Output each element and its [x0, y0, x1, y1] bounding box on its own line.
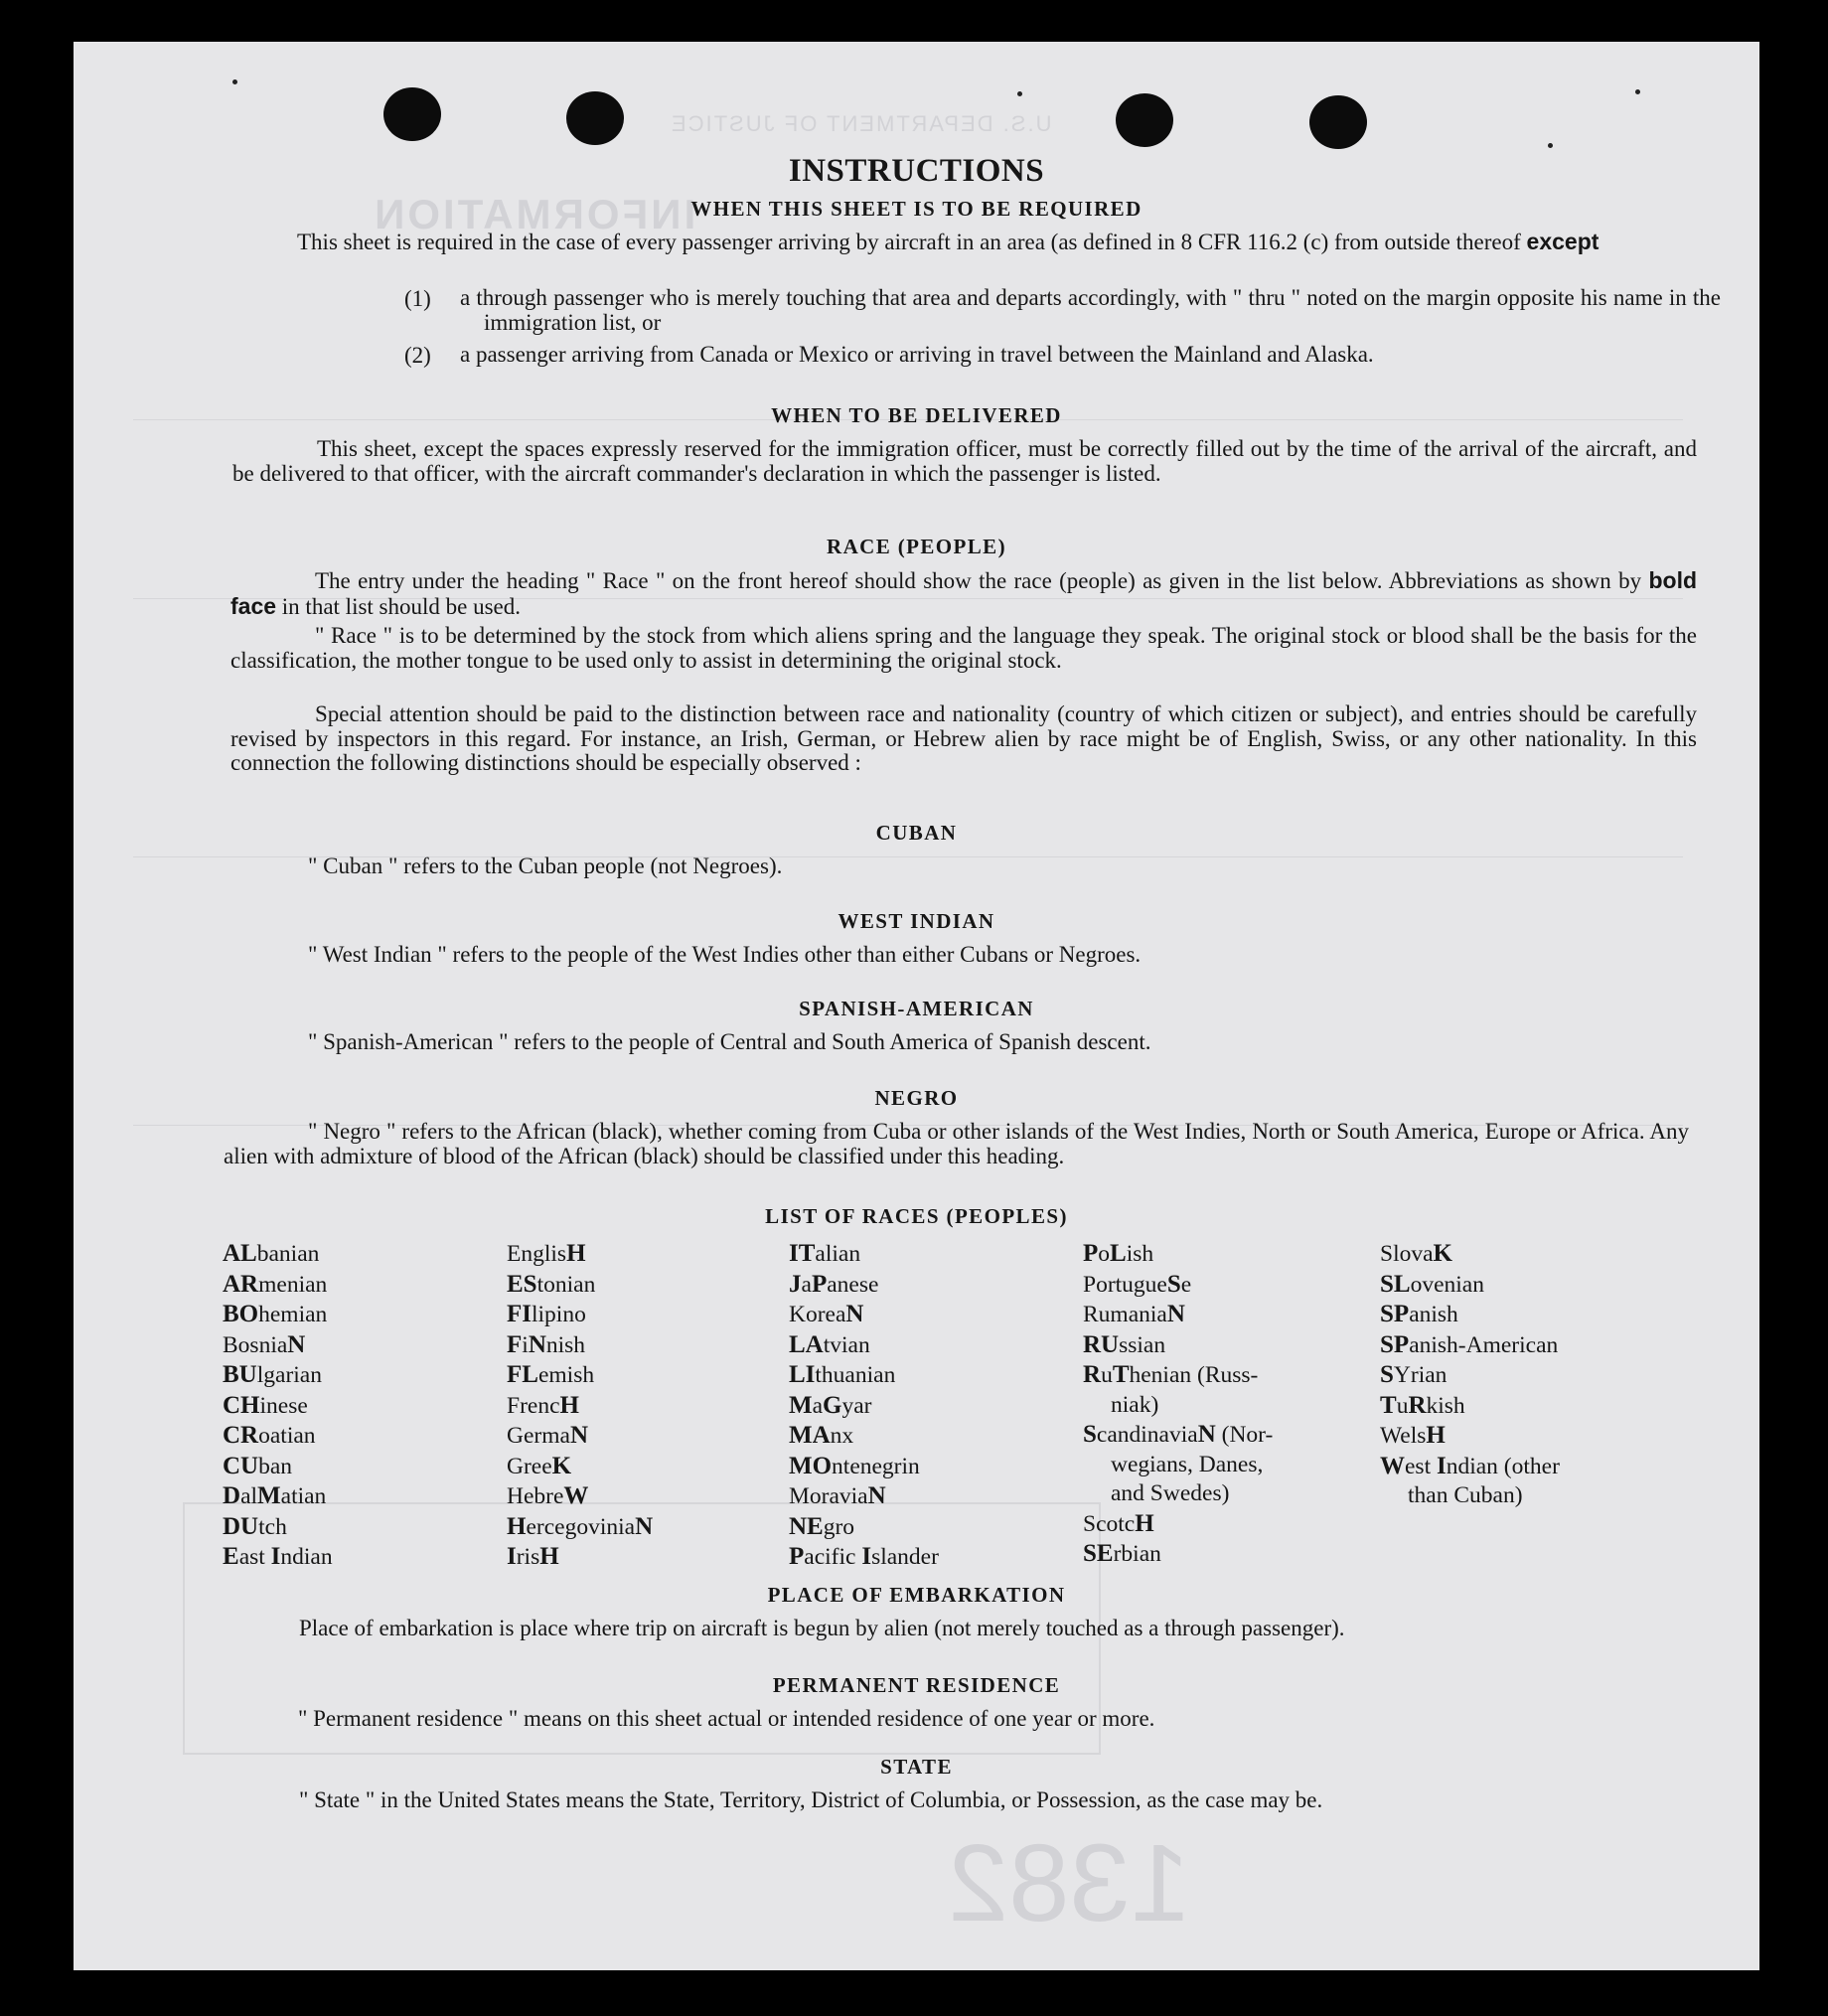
- races-column-1: [223, 1239, 511, 1573]
- heading-spanish-american: SPANISH-AMERICAN: [799, 997, 1034, 1020]
- race-paragraph-1: The entry under the heading " Race " on the front hereof should show the race (people) as given in the list below. Abbreviations as shown by bold face in that list should be used.: [230, 567, 1698, 619]
- race-entry: MoraviaN: [789, 1482, 886, 1509]
- race-entry: ScandinaviaN (Nor- wegians, Danes, and Swedes): [1083, 1421, 1274, 1506]
- heading-when-required: WHEN THIS SHEET IS TO BE REQUIRED: [690, 197, 1142, 221]
- race-entry: SErbian: [1083, 1540, 1161, 1567]
- race-entry: GermaN: [507, 1422, 588, 1449]
- race-entry: PortugueSe: [1083, 1270, 1192, 1298]
- race-entry: NEgro: [789, 1512, 855, 1540]
- heading-race: RACE (PEOPLE): [827, 535, 1006, 558]
- race-entry: FrencH: [507, 1391, 579, 1419]
- exception-2-number: (2): [404, 343, 431, 368]
- races-column-4: [1083, 1239, 1349, 1570]
- race-entry: EStonian: [507, 1270, 596, 1298]
- race-entry: HercegoviniaN: [507, 1512, 654, 1540]
- race-entry: KoreaN: [789, 1301, 864, 1327]
- race-entry: SlovaK: [1380, 1240, 1452, 1267]
- exception-2-text: a passenger arriving from Canada or Mexico or arriving in travel between the Mainland and Alaska.: [460, 342, 1374, 367]
- race-paragraph-2: " Race " is to be determined by the stock from which aliens spring and the language they speak. The original stock or blood shall be the basis for the classification, the mother tongue to be used only to assist in determining the original stock.: [230, 623, 1697, 673]
- page-title: INSTRUCTIONS: [788, 153, 1045, 189]
- race-entry: LAtvian: [789, 1330, 870, 1358]
- cuban-text: " Cuban " refers to the Cuban people (not Negroes).: [308, 853, 783, 878]
- race-entry: FLemish: [507, 1361, 595, 1388]
- when-delivered-text: This sheet, except the spaces expressly reserved for the immigration officer, must be correctly filled out by the time of the arrival of the aircraft, and be delivered to that officer, with the aircraft commander's declaration in which the passenger is listed.: [232, 436, 1697, 486]
- exception-1-text: a through passenger who is merely touching that area and departs accordingly, with " thru " noted on the margin opposite his name in the immigration list, or: [460, 285, 1721, 335]
- heading-permanent-residence: PERMANENT RESIDENCE: [772, 1673, 1061, 1697]
- race-entry: West Indian (other than Cuban): [1380, 1452, 1560, 1508]
- race-entry: EnglisH: [507, 1240, 586, 1267]
- state-text: " State " in the United States means the State, Territory, District of Columbia, or Possession, as the case may be.: [299, 1787, 1323, 1812]
- heading-list-of-races: LIST OF RACES (PEOPLES): [765, 1204, 1068, 1228]
- race-entry: CUban: [223, 1452, 293, 1479]
- race-entry: East Indian: [223, 1543, 333, 1570]
- race-entry: LIthuanian: [789, 1361, 896, 1388]
- instruction-sheet: [74, 42, 1759, 1970]
- race-entry: BUlgarian: [223, 1361, 322, 1388]
- race-entry: ARmenian: [223, 1270, 328, 1298]
- race-entry: RumaniaN: [1083, 1301, 1185, 1327]
- heading-west-indian: WEST INDIAN: [838, 909, 995, 933]
- race-entry: CHinese: [223, 1391, 308, 1419]
- race-entry: SYrian: [1380, 1361, 1447, 1388]
- race-entry: IrisH: [507, 1543, 559, 1570]
- race-entry: SPanish-American: [1380, 1330, 1559, 1358]
- negro-text: " Negro " refers to the African (black), whether coming from Cuba or other islands of the West Indies, North or South America, Europe or Africa. Any alien with admixture of blood of the African (black) should be classified under this heading.: [224, 1119, 1689, 1168]
- spanish-american-text: " Spanish-American " refers to the people of Central and South America of Spanish descent.: [308, 1029, 1151, 1054]
- heading-embarkation: PLACE OF EMBARKATION: [767, 1583, 1066, 1607]
- race-paragraph-3: Special attention should be paid to the distinction between race and nationality (country of which citizen or subject), and entries should be carefully revised by inspectors in this regard. For instance, an Irish, German, or Hebrew alien by race might be of English, Swiss, or any other nationality. In this connection the following distinctions should be especially observed :: [230, 701, 1697, 775]
- when-required-intro: This sheet is required in the case of every passenger arriving by aircraft in an area (as defined in 8 CFR 116.2 (c) from outside thereof except: [297, 229, 1600, 254]
- race-entry: MAnx: [789, 1422, 854, 1449]
- embarkation-text: Place of embarkation is place where trip on aircraft is begun by alien (not merely touched as a through passenger).: [299, 1616, 1345, 1640]
- race-entry: DalMatian: [223, 1482, 327, 1509]
- race-entry: BosniaN: [223, 1330, 306, 1358]
- race-entry: MOntenegrin: [789, 1452, 920, 1479]
- permanent-residence-text: " Permanent residence " means on this sheet actual or intended residence of one year or more.: [298, 1706, 1155, 1731]
- race-entry: CRoatian: [223, 1422, 316, 1449]
- races-column-2: [507, 1239, 795, 1573]
- race-entry: ALbanian: [223, 1240, 320, 1267]
- race-entry: DUtch: [223, 1512, 287, 1540]
- race-entry: MaGyar: [789, 1391, 872, 1419]
- race-entry: HebreW: [507, 1482, 589, 1509]
- heading-when-delivered: WHEN TO BE DELIVERED: [771, 403, 1062, 427]
- race-entry: PoLish: [1083, 1240, 1154, 1267]
- race-entry: GreeK: [507, 1452, 572, 1479]
- race-entry: FiNnish: [507, 1330, 586, 1358]
- race-entry: BOhemian: [223, 1301, 328, 1327]
- race-entry: JaPanese: [789, 1270, 879, 1298]
- reverse-bleedthrough: U.S. DEPARTMENT OF JUSTICE INFORMATION 1382: [74, 42, 1759, 1970]
- exception-1-number: (1): [404, 286, 431, 311]
- race-entry: RUssian: [1083, 1330, 1166, 1358]
- heading-negro: NEGRO: [874, 1086, 959, 1110]
- race-entry: RuThenian (Russ- niak): [1083, 1361, 1259, 1418]
- race-entry: WelsH: [1380, 1422, 1446, 1449]
- races-column-3: [789, 1239, 1087, 1573]
- heading-cuban: CUBAN: [875, 821, 958, 845]
- race-entry: TuRkish: [1380, 1391, 1465, 1419]
- race-entry: FIlipino: [507, 1301, 586, 1327]
- race-entry: SPanish: [1380, 1301, 1458, 1327]
- race-entry: ScotcH: [1083, 1509, 1154, 1537]
- race-entry: SLovenian: [1380, 1270, 1484, 1298]
- race-entry: ITalian: [789, 1240, 861, 1267]
- west-indian-text: " West Indian " refers to the people of the West Indies other than either Cubans or Negroes.: [308, 942, 1142, 967]
- race-entry: Pacific Islander: [789, 1543, 939, 1570]
- races-column-5: [1380, 1239, 1623, 1511]
- heading-state: STATE: [880, 1755, 953, 1779]
